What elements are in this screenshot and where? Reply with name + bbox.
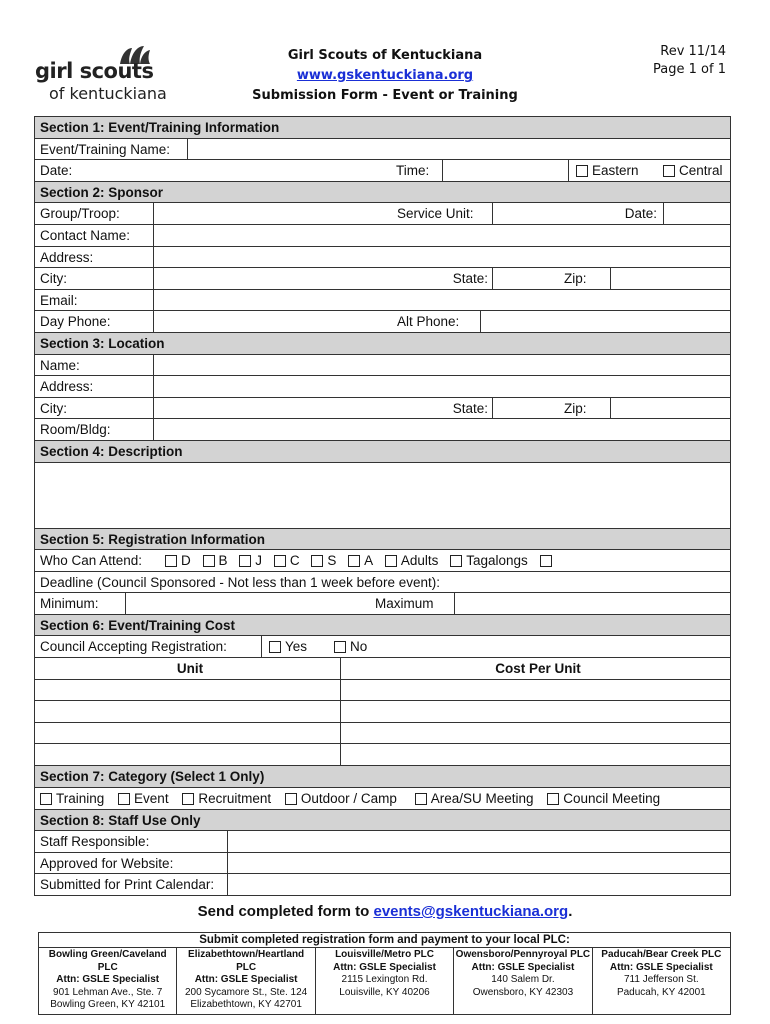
central-label: Central xyxy=(679,163,723,179)
category-outdoor-checkbox[interactable] xyxy=(285,793,297,805)
location-zip-label: Zip: xyxy=(564,400,587,416)
unit-field[interactable] xyxy=(35,744,340,765)
send-instruction xyxy=(0,903,770,920)
location-state-label: State: xyxy=(452,400,488,416)
location-name-label: Name: xyxy=(40,357,80,373)
plc-attn: Attn: GSLE Specialist xyxy=(56,974,160,985)
attend-b-checkbox[interactable] xyxy=(203,555,215,567)
attend-c-checkbox[interactable] xyxy=(274,555,286,567)
plc-column xyxy=(453,947,591,1014)
send-period: . xyxy=(568,903,573,920)
location-city-field[interactable] xyxy=(153,398,440,419)
time-field[interactable] xyxy=(442,160,568,181)
state-field[interactable] xyxy=(492,268,559,289)
form-title: Submission Form - Event or Training xyxy=(252,88,518,103)
attend-j-checkbox[interactable] xyxy=(239,555,251,567)
attend-label: Who Can Attend: xyxy=(40,553,143,569)
cost-field[interactable] xyxy=(340,723,730,744)
address-label: Address: xyxy=(40,249,94,265)
cost-column-header: Cost Per Unit xyxy=(340,658,730,679)
email-link[interactable]: events@gskentuckiana.org xyxy=(373,903,569,920)
deadline-field[interactable] xyxy=(460,572,730,593)
attend-option-label: Adults xyxy=(400,553,439,569)
cost-table-row xyxy=(35,680,731,702)
attend-option-label: D xyxy=(181,553,191,569)
attend-option-label: B xyxy=(218,553,228,569)
plc-city: Louisville, KY 40206 xyxy=(339,986,430,998)
location-name-field[interactable] xyxy=(153,355,730,376)
description-field[interactable] xyxy=(35,463,731,529)
category-training-checkbox[interactable] xyxy=(40,793,52,805)
cost-table-row xyxy=(35,744,731,766)
minimum-field[interactable] xyxy=(125,593,370,614)
state-label: State: xyxy=(452,271,488,287)
attend-option-label: C xyxy=(289,553,300,569)
maximum-field[interactable] xyxy=(454,593,730,614)
attend-adults-checkbox[interactable] xyxy=(385,555,397,567)
location-address-field[interactable] xyxy=(153,376,730,397)
room-label: Room/Bldg: xyxy=(40,422,111,438)
cost-field[interactable] xyxy=(340,701,730,722)
event-name-label: Event/Training Name: xyxy=(40,141,171,157)
plc-address-table xyxy=(38,932,731,1015)
send-text: Send completed form to xyxy=(197,903,374,920)
attend-other-checkbox[interactable] xyxy=(540,555,552,567)
plc-column xyxy=(39,947,176,1014)
address-field[interactable] xyxy=(153,247,730,268)
zip-label: Zip: xyxy=(564,271,587,287)
website-approval-field[interactable] xyxy=(227,853,730,874)
plc-name: Louisville/Metro PLC xyxy=(335,949,434,960)
plc-attn: Attn: GSLE Specialist xyxy=(194,974,298,985)
email-label: Email: xyxy=(40,292,78,308)
location-state-field[interactable] xyxy=(492,398,559,419)
unit-field[interactable] xyxy=(35,680,340,701)
plc-street: 200 Sycamore St., Ste. 124 xyxy=(184,986,308,998)
section-title: Section 4: Description xyxy=(40,443,183,459)
accept-yes-checkbox[interactable] xyxy=(269,641,281,653)
staff-label: Staff Responsible: xyxy=(40,834,150,850)
logo-text-line2: of kentuckiana xyxy=(49,84,167,103)
city-field[interactable] xyxy=(153,268,440,289)
section3-header xyxy=(35,333,731,355)
date-label: Date: xyxy=(40,163,73,179)
zip-field[interactable] xyxy=(610,268,730,289)
email-field[interactable] xyxy=(153,290,730,311)
group-field[interactable] xyxy=(153,203,392,224)
plc-attn: Attn: GSLE Specialist xyxy=(609,961,713,973)
plc-street: 2115 Lexington Rd. xyxy=(341,974,428,985)
attend-option-label: Tagalongs xyxy=(466,553,528,569)
section-title: Section 1: Event/Training Information xyxy=(40,120,280,135)
section6-header xyxy=(35,615,731,637)
cost-field[interactable] xyxy=(340,680,730,701)
alt-phone-field[interactable] xyxy=(480,311,730,332)
section-title: Section 7: Category (Select 1 Only) xyxy=(40,769,265,785)
submission-form xyxy=(34,116,731,896)
category-council-checkbox[interactable] xyxy=(547,793,559,805)
category-label: Training xyxy=(56,791,105,807)
service-unit-label: Service Unit: xyxy=(397,206,474,222)
plc-name: Bowling Green/Caveland PLC xyxy=(48,949,167,973)
unit-field[interactable] xyxy=(35,701,340,722)
cost-table-row xyxy=(35,723,731,745)
time-label: Time: xyxy=(396,163,430,179)
revision-label: Rev 11/14 xyxy=(660,44,726,59)
plc-name: Paducah/Bear Creek PLC xyxy=(601,949,722,960)
day-phone-label: Day Phone: xyxy=(40,314,111,330)
print-calendar-label: Submitted for Print Calendar: xyxy=(40,877,215,893)
plc-street: 711 Jefferson St. xyxy=(623,974,699,985)
event-name-field[interactable] xyxy=(187,139,730,160)
section1-header xyxy=(35,117,731,139)
plc-attn: Attn: GSLE Specialist xyxy=(471,961,575,973)
no-label: No xyxy=(350,639,368,655)
website-approval-label: Approved for Website: xyxy=(40,855,174,871)
day-phone-field[interactable] xyxy=(153,311,392,332)
section-title: Section 2: Sponsor xyxy=(40,184,164,200)
sponsor-date-label: Date: xyxy=(624,206,657,222)
location-city-label: City: xyxy=(40,400,67,416)
section-title: Section 3: Location xyxy=(40,335,165,351)
city-label: City: xyxy=(40,271,67,287)
category-meeting-checkbox[interactable] xyxy=(415,793,427,805)
category-label: Event xyxy=(134,791,169,807)
plc-column xyxy=(592,947,730,1014)
accept-no-checkbox[interactable] xyxy=(334,641,346,653)
section7-header xyxy=(35,766,731,788)
category-event-checkbox[interactable] xyxy=(118,793,130,805)
website-link[interactable]: www.gskentuckiana.org xyxy=(296,68,474,83)
deadline-label: Deadline (Council Sponsored - Not less than 1 week before event): xyxy=(40,574,440,590)
plc-name: Elizabethtown/Heartland PLC xyxy=(188,949,305,973)
plc-city: Owensboro, KY 42303 xyxy=(472,986,574,998)
contact-field[interactable] xyxy=(153,225,730,246)
section4-header xyxy=(35,441,731,463)
attend-a-checkbox[interactable] xyxy=(348,555,360,567)
plc-column xyxy=(315,947,453,1014)
eastern-label: Eastern xyxy=(592,163,639,179)
logo-text-line1: girl scouts xyxy=(35,59,154,83)
group-label: Group/Troop: xyxy=(40,206,120,222)
category-label: Outdoor / Camp xyxy=(300,791,397,807)
yes-label: Yes xyxy=(285,639,308,655)
central-checkbox[interactable] xyxy=(663,165,675,177)
section-title: Section 5: Registration Information xyxy=(40,531,266,547)
accept-label: Council Accepting Registration: xyxy=(40,639,227,655)
sponsor-date-field[interactable] xyxy=(663,203,730,224)
attend-s-checkbox[interactable] xyxy=(311,555,323,567)
plc-attn: Attn: GSLE Specialist xyxy=(333,961,436,973)
minimum-label: Minimum: xyxy=(40,596,99,612)
section-title: Section 6: Event/Training Cost xyxy=(40,617,236,633)
unit-field[interactable] xyxy=(35,723,340,744)
print-calendar-field[interactable] xyxy=(227,874,730,895)
plc-city: Paducah, KY 42001 xyxy=(616,986,706,998)
maximum-label: Maximum xyxy=(375,596,434,612)
plc-street: 140 Salem Dr. xyxy=(491,974,555,985)
attend-option-label: J xyxy=(255,553,263,569)
cost-table-row xyxy=(35,701,731,723)
plc-name: Owensboro/Pennyroyal PLC xyxy=(455,949,591,960)
attend-option-label: S xyxy=(327,553,337,569)
location-zip-field[interactable] xyxy=(610,398,730,419)
location-address-label: Address: xyxy=(40,379,94,395)
staff-field[interactable] xyxy=(227,831,730,852)
plc-column xyxy=(176,947,314,1014)
room-field[interactable] xyxy=(153,419,730,440)
org-name: Girl Scouts of Kentuckiana xyxy=(287,48,483,63)
plc-title: Submit completed registration form and payment to your local PLC: xyxy=(199,934,570,946)
cost-field[interactable] xyxy=(340,744,730,765)
alt-phone-label: Alt Phone: xyxy=(397,314,460,330)
plc-street: 901 Lehman Ave., Ste. 7 xyxy=(53,986,163,998)
attend-d-checkbox[interactable] xyxy=(165,555,177,567)
page-number: Page 1 of 1 xyxy=(653,62,726,77)
attend-tagalongs-checkbox[interactable] xyxy=(450,555,462,567)
contact-label: Contact Name: xyxy=(40,227,131,243)
section8-header xyxy=(35,810,731,832)
category-label: Recruitment xyxy=(198,791,272,807)
category-label: Council Meeting xyxy=(563,791,661,807)
section-title: Section 8: Staff Use Only xyxy=(40,812,201,828)
unit-column-header: Unit xyxy=(176,661,204,677)
eastern-checkbox[interactable] xyxy=(576,165,588,177)
section2-header xyxy=(35,182,731,204)
service-unit-field[interactable] xyxy=(492,203,613,224)
category-label: Area/SU Meeting xyxy=(430,791,534,807)
category-recruitment-checkbox[interactable] xyxy=(182,793,194,805)
section5-header xyxy=(35,529,731,551)
attend-option-label: A xyxy=(364,553,374,569)
plc-city: Elizabethtown, KY 42701 xyxy=(190,999,302,1010)
plc-city: Bowling Green, KY 42101 xyxy=(50,999,166,1010)
